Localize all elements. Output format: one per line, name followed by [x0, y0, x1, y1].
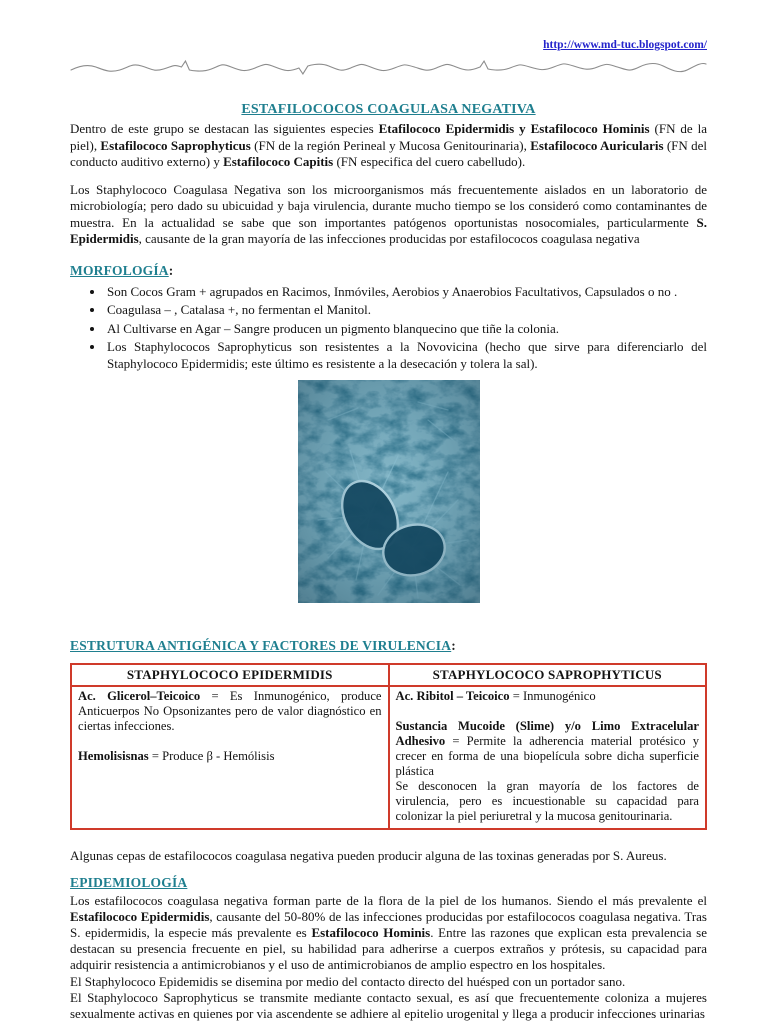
epidemiologia-heading-text: EPIDEMIOLOGÍA [70, 874, 188, 890]
toxins-note-paragraph: Algunas cepas de estafilococos coagulasa negativa pueden producir alguna de las toxinas generadas por S. Aureus. [70, 848, 667, 863]
estructura-heading-text: ESTRUTURA ANTIGÉNICA Y FACTORES DE VIRULENCIA [70, 638, 452, 653]
table-body-row [71, 686, 706, 829]
wavy-divider-line [70, 54, 707, 80]
morfologia-bullet-list [70, 284, 707, 373]
morfologia-heading-colon: : [168, 262, 174, 278]
bullet-item: • Los Staphylococos Saprophyticus son resistentes a la Novovicina (hecho que sirve para diferenciarlo del Staphylococo Epidermidis; este último es resistente a la desecación y tolera la sal). [105, 339, 707, 372]
figure-container [70, 380, 707, 608]
table-header-saprophyticus: STAPHYLOCOCO SAPROPHYTICUS [389, 664, 707, 686]
virulence-factors-table [70, 663, 707, 830]
bullet-item: • Coagulasa – , Catalasa +, no fermentan el Manitol. [105, 302, 707, 319]
document-content [70, 0, 707, 1022]
cell-paragraph: Se desconocen la gran mayoría de los factores de virulencia, pero es incuestionable su capacidad para colonizar la piel periuretral y la mucosa genitourinaria. [395, 779, 699, 823]
page-title [70, 102, 707, 118]
epidemiologia-paragraph-3: El Staphylococo Saprophyticus se transmite mediante contacto sexual, es así que frecuentemente coloniza a mujeres sexualmente activas en quienes por via ascendente se adhiere al epitelio urogenital y llega a producir infecciones urinarias [70, 989, 707, 1021]
table-cell-epidermidis [71, 686, 389, 829]
epidemiologia-paragraph-2: El Staphylococo Epidemidis se disemina por medio del contacto directo del huésped con un portador sano. [70, 973, 626, 989]
page-title-text: ESTAFILOCOCOS COAGULASA NEGATIVA [241, 102, 536, 117]
bullet-item: • Son Cocos Gram + agrupados en Racimos, Inmóviles, Aerobios y Anaerobios Facultativos, Capsulados o no . [105, 284, 707, 301]
epidemiologia-paragraph-1: Los estafilococos coagulasa negativa forman parte de la flora de la piel de los humanos. Siendo el más prevalente el Estafilococo Epidermidis, causante del 50-80% de las infecciones producidas por estafilococos coagulasa negativa. Tras S. epidermidis, la especie más prevalente es Estafilococo Hominis. Entre las razones que explican esta prevalencia se destacan su presencia frecuente en piel, su habilidad para adherirse a cuerpos extraños y prótesis, su capacidad para adquirir resistencia a antimicrobianos y el uso de antimicrobianos de amplio espectro en los hospitales. [70, 892, 707, 973]
cell-paragraph: Sustancia Mucoide (Slime) y/o Limo Extracelular Adhesivo = Permite la adherencia material protésico y crecer en forma de una biopelícula sobre dicha superficie plástica [395, 719, 699, 778]
table-header-epidermidis: STAPHYLOCOCO EPIDERMIDIS [71, 664, 389, 686]
estructura-heading-colon: : [451, 638, 456, 653]
bacteria-micrograph-image [298, 380, 480, 603]
cell-paragraph: Hemolisisnas = Produce β - Hemólisis [78, 749, 275, 763]
estructura-heading [70, 638, 707, 654]
cell-paragraph: Ac. Glicerol–Teicoico = Es Inmunogénico, produce Anticuerpos No Opsonizantes pero de valor diagnóstico en ciertas infecciones. [78, 689, 382, 733]
overview-paragraph: Los Staphylococo Coagulasa Negativa son los microorganismos más frecuentemente aislados en un laboratorio de microbiología; pero dado su ubicuidad y baja virulencia, durante mucho tiempo se los consideró como contaminantes de muestra. En la actualidad se sabe que son importantes patógenos oportunistas nosocomiales, particularmente S. Epidermidis, causante de la gran mayoría de las infecciones producidas por estafilococos coagulasa negativa [70, 181, 707, 246]
table-header-row [71, 664, 706, 686]
header-row [70, 0, 707, 52]
morfologia-heading-text: MORFOLOGÍA [70, 262, 169, 278]
blog-url-link[interactable]: http://www.md-tuc.blogspot.com/ [543, 39, 707, 51]
cell-paragraph: Ac. Ribitol – Teicoico = Inmunogénico [395, 689, 596, 703]
bullet-item: • Al Cultivarse en Agar – Sangre producen un pigmento blanquecino que tiñe la colonia. [105, 321, 707, 338]
epidemiologia-heading [70, 875, 707, 891]
morfologia-heading [70, 263, 707, 279]
table-cell-saprophyticus [389, 686, 707, 829]
intro-paragraph: Dentro de este grupo se destacan las siguientes especies Etafilococo Epidermidis y Estafilococo Hominis (FN de la piel), Estafilococo Saprophyticus (FN de la región Perineal y Mucosa Genitourinaria), Estafilococo Auricularis (FN del conducto auditivo externo) y Estafilococo Capitis (FN especifica del cuero cabelludo). [70, 121, 707, 169]
